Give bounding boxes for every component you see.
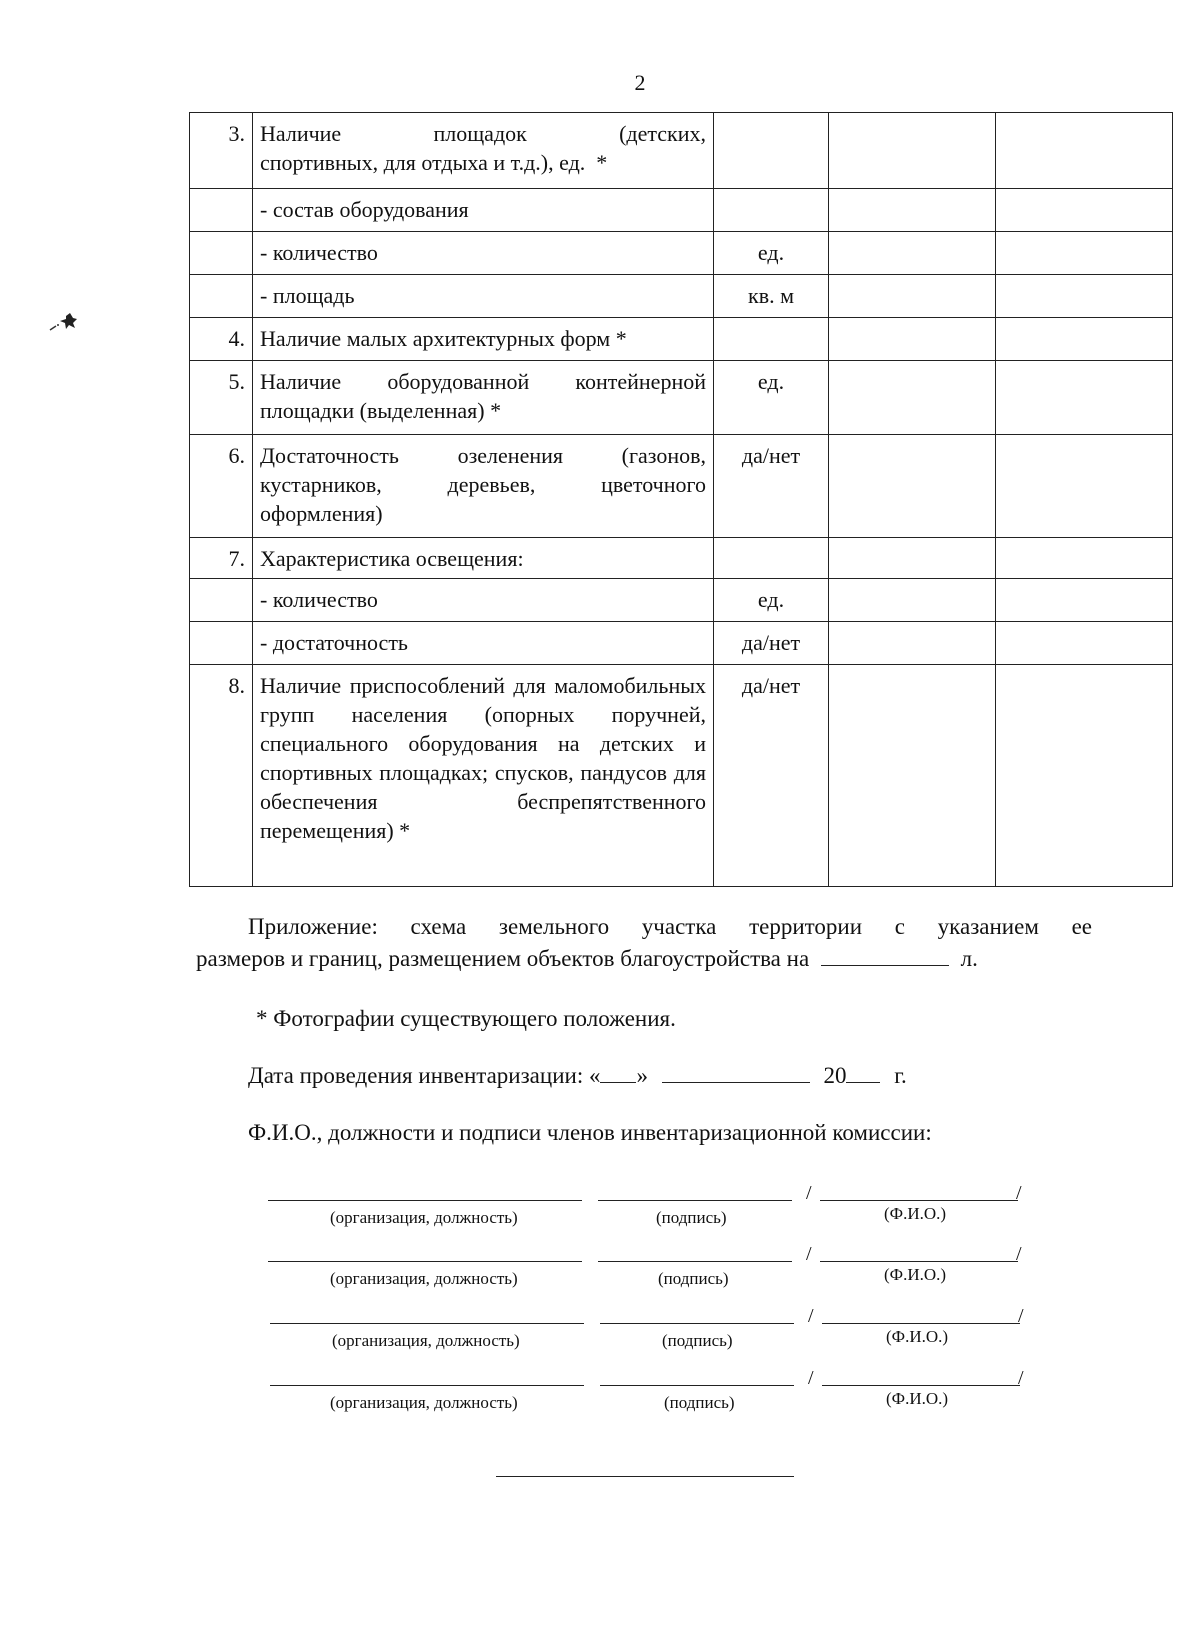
signature-caption: (подпись) [662,1331,733,1350]
signature-caption: (подпись) [656,1208,727,1227]
table-row [190,538,1173,579]
table-row [190,361,1173,435]
table-cell [996,361,1173,435]
fio-slash-right: / [1016,1182,1022,1204]
signature-caption: (подпись) [658,1269,729,1288]
row-name: Наличие площадок (детских, спортивных, для отдыха и т.д.), ед. * [253,113,714,189]
table-cell [829,579,996,622]
org-caption: (организация, должность) [330,1269,518,1288]
signature-row [268,1305,1028,1359]
fio-line [820,1261,1018,1262]
fio-slash-right: / [1018,1305,1024,1327]
signature-line [598,1261,792,1262]
sheet-count-blank [821,945,949,966]
table-row [190,435,1173,538]
table-row [190,232,1173,275]
inventory-table [189,112,1173,887]
table-cell [996,665,1173,887]
fio-line [822,1385,1020,1386]
fio-slash-left: / [806,1182,812,1204]
inventory-date [248,1060,907,1092]
fio-slash-right: / [1016,1243,1022,1265]
fio-caption: (Ф.И.О.) [884,1204,947,1223]
table-cell [996,275,1173,318]
row-name: - достаточность [253,622,714,665]
table-cell [829,189,996,232]
signature-line [598,1200,792,1201]
table-cell [996,538,1173,579]
row-unit: кв. м [714,275,829,318]
commission-title: Ф.И.О., должности и подписи членов инвентаризационной комиссии: [248,1120,932,1145]
signature-line [600,1323,794,1324]
org-line [270,1323,584,1324]
row-unit: да/нет [714,435,829,538]
fio-slash-left: / [806,1243,812,1265]
org-line [268,1200,582,1201]
table-cell [996,189,1173,232]
table-cell [996,579,1173,622]
table-cell [829,538,996,579]
row-unit: ед. [714,232,829,275]
row-unit: ед. [714,361,829,435]
signature-caption: (подпись) [664,1393,735,1412]
row-number: 7. [190,538,253,579]
table-cell [996,622,1173,665]
fio-slash-left: / [808,1305,814,1327]
date-year-blank [846,1062,880,1083]
sheet-unit: л. [960,946,978,971]
org-line [270,1385,584,1386]
signature-line [600,1385,794,1386]
table-cell [829,275,996,318]
appendix-line-2: размеров и границ, размещением объектов благоустройства на [196,946,810,971]
fio-caption: (Ф.И.О.) [884,1265,947,1284]
org-caption: (организация, должность) [330,1208,518,1227]
table-row [190,622,1173,665]
row-name: - площадь [253,275,714,318]
fio-caption: (Ф.И.О.) [886,1327,949,1346]
row-number [190,579,253,622]
org-line [268,1261,582,1262]
table-row [190,189,1173,232]
org-caption: (организация, должность) [332,1331,520,1350]
fio-slash-left: / [808,1367,814,1389]
page-number: 2 [634,70,646,95]
row-name: Наличие приспособлений для маломобильных групп населения (опорных поручней, специального оборудования на детских и спортивных площадках; спусков, пандусов для обеспечения беспрепятственного перемещения) * [253,665,714,887]
row-number: 3. [190,113,253,189]
date-day-blank [600,1062,636,1083]
table-cell [996,318,1173,361]
row-number [190,622,253,665]
table-cell [829,665,996,887]
date-year-suffix: г. [894,1063,907,1088]
date-year-prefix: 20 [823,1063,847,1088]
table-row [190,579,1173,622]
ink-smudge [46,310,82,336]
signature-row [268,1367,1028,1421]
row-name: - состав оборудования [253,189,714,232]
row-name: - количество [253,232,714,275]
row-name: Достаточность озеленения (газонов, кустарников, деревьев, цветочного оформления) [253,435,714,538]
table-row [190,665,1173,887]
table-row [190,113,1173,189]
table-cell [829,232,996,275]
date-month-blank [662,1062,810,1083]
row-unit: да/нет [714,622,829,665]
table-cell [829,113,996,189]
appendix-note [196,911,1092,975]
row-number: 6. [190,435,253,538]
row-name: Характеристика освещения: [253,538,714,579]
date-quote-close: » [636,1063,648,1088]
appendix-line-1: Приложение: схема земельного участка территории с указанием ее [248,914,1092,939]
row-number [190,275,253,318]
photos-note: * Фотографии существующего положения. [256,1006,676,1031]
row-unit [714,113,829,189]
row-name: - количество [253,579,714,622]
row-number: 8. [190,665,253,887]
row-unit [714,538,829,579]
table-row [190,318,1173,361]
table-cell [996,113,1173,189]
table-cell [996,435,1173,538]
date-label: Дата проведения инвентаризации: « [248,1063,601,1088]
fio-line [820,1200,1018,1201]
row-name: Наличие малых архитектурных форм * [253,318,714,361]
row-unit [714,318,829,361]
fio-slash-right: / [1018,1367,1024,1389]
table-cell [829,435,996,538]
row-number: 4. [190,318,253,361]
signature-row [268,1243,1028,1297]
row-unit: ед. [714,579,829,622]
org-caption: (организация, должность) [330,1393,518,1412]
table-cell [829,361,996,435]
table-cell [996,232,1173,275]
table-cell [829,318,996,361]
row-number [190,232,253,275]
row-number [190,189,253,232]
table-cell [829,622,996,665]
row-name: Наличие оборудованной контейнерной площадки (выделенная) * [253,361,714,435]
table-row [190,275,1173,318]
fio-caption: (Ф.И.О.) [886,1389,949,1408]
row-number: 5. [190,361,253,435]
signature-row [268,1182,1028,1236]
row-unit: да/нет [714,665,829,887]
fio-line [822,1323,1020,1324]
closing-rule [496,1476,794,1477]
row-unit [714,189,829,232]
